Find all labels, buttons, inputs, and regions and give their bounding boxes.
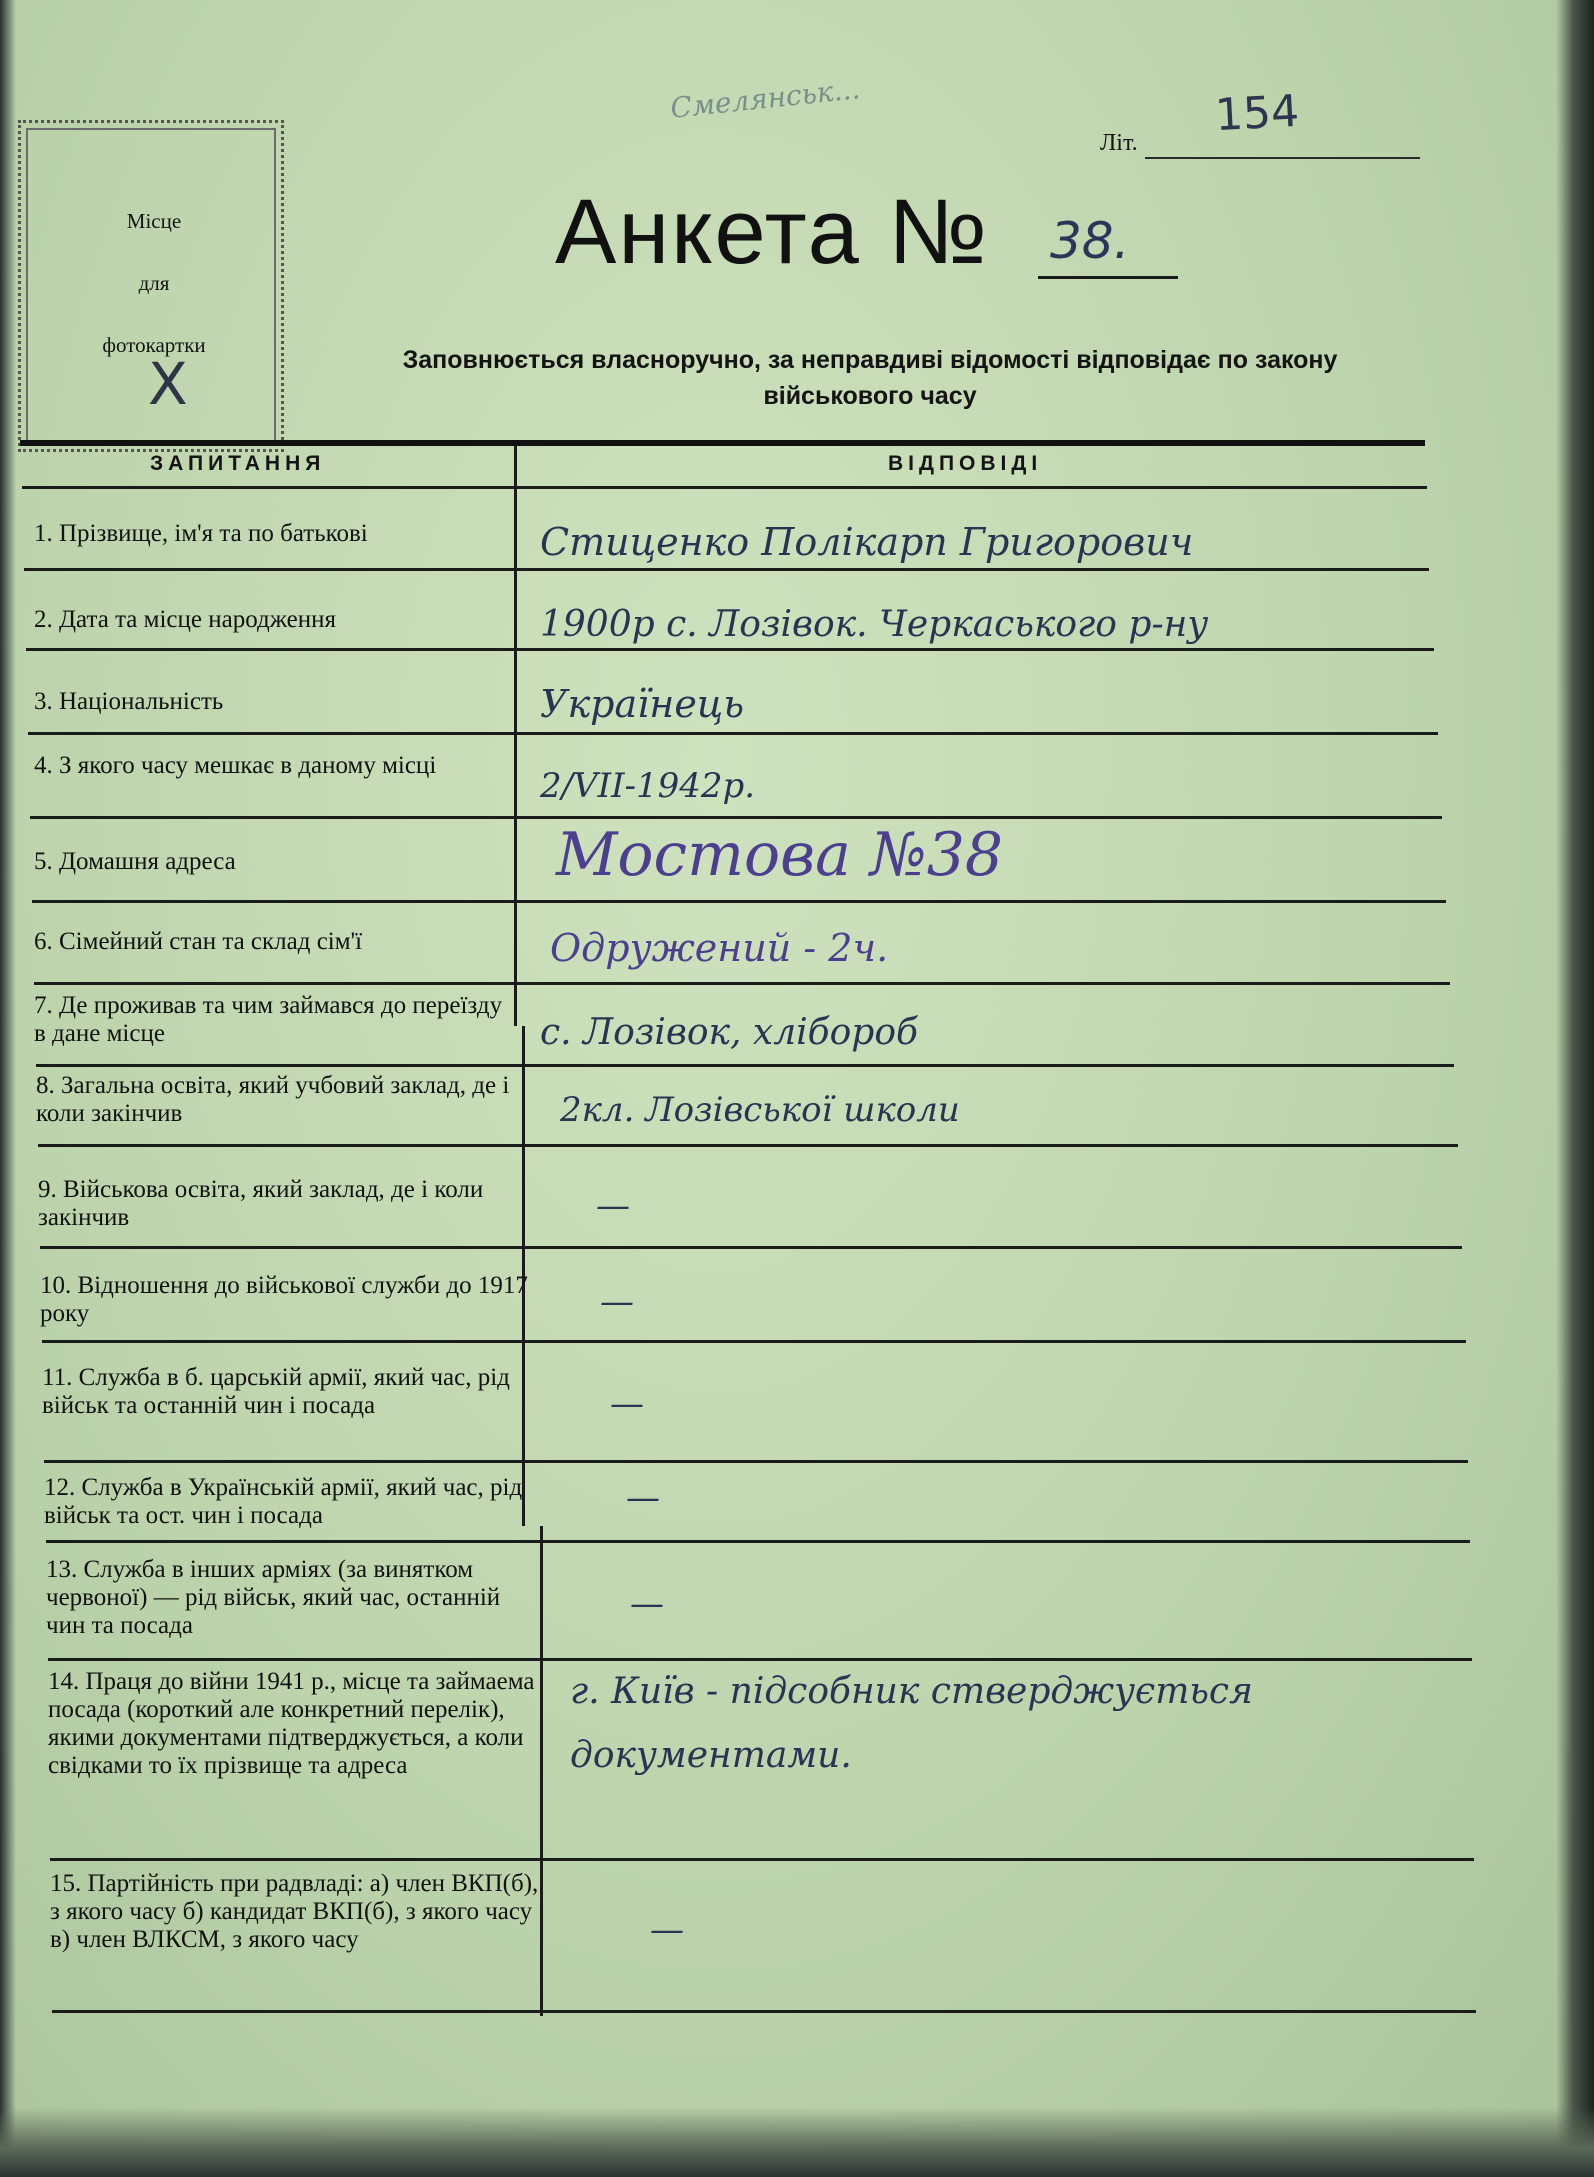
question-4: 4. З якого часу мешкає в даному місці xyxy=(34,752,437,779)
header-bottom-rule xyxy=(22,486,1427,489)
lit-underline xyxy=(1145,157,1420,159)
photo-cross-mark: X xyxy=(148,350,188,418)
question-2: 2. Дата та місце народження xyxy=(34,606,337,633)
form-number: 38. xyxy=(1050,212,1130,270)
answers-column-header: ВІДПОВІДІ xyxy=(888,452,1043,475)
row-separator xyxy=(44,1460,1468,1463)
form-number-underline xyxy=(1038,276,1178,279)
lit-value: 154 xyxy=(1213,85,1301,142)
answer-12: — xyxy=(626,1478,660,1518)
answer-14: г. Київ - підсобник стверджується документами. xyxy=(570,1671,1253,1776)
column-divider-top xyxy=(514,446,517,1026)
question-3: 3. Національність xyxy=(34,688,224,715)
answer-2: 1900р с. Лозівок. Черкаського р-ну xyxy=(540,604,1209,645)
header-rule xyxy=(20,440,1425,446)
question-10: 10. Відношення до військової служби до 1917 року xyxy=(40,1272,528,1327)
question-5: 5. Домашня адреса xyxy=(34,848,236,875)
subtitle-line1: Заповнюється власноручно, за неправдиві відомості відповідає по закону xyxy=(402,346,1338,374)
answer-10: — xyxy=(600,1282,634,1322)
question-1: 1. Прізвище, ім'я та по батькові xyxy=(34,520,368,547)
answer-9: — xyxy=(596,1186,630,1226)
photo-label-line2: для xyxy=(138,271,170,295)
row-separator xyxy=(32,900,1446,903)
lit-label: Літ. xyxy=(1100,130,1138,156)
subtitle-line2: військового часу xyxy=(763,382,977,410)
answer-11: — xyxy=(610,1384,644,1424)
question-13: 13. Служба в інших арміях (за винятком червоної) — рід військ, який час, останній чин та посада xyxy=(46,1556,501,1639)
page-shadow-left xyxy=(0,0,16,2177)
page-shadow-bottom xyxy=(0,2107,1594,2177)
table-bottom-rule xyxy=(52,2010,1476,2013)
row-separator xyxy=(26,648,1434,651)
question-6: 6. Сімейний стан та склад сім'ї xyxy=(34,928,363,955)
form-subtitle xyxy=(320,342,1420,414)
row-separator xyxy=(46,1540,1470,1543)
answer-3: Українець xyxy=(540,682,745,726)
row-separator xyxy=(28,732,1438,735)
row-separator xyxy=(34,982,1450,985)
question-14: 14. Праця до війни 1941 р., місце та займаема посада (короткий але конкретний перелік), якими документами підтверджується, а коли свідками то їх прізвище та адреса xyxy=(48,1668,535,1779)
form-title: Анкета № xyxy=(555,181,990,283)
row-separator xyxy=(24,568,1429,571)
row-separator xyxy=(30,816,1442,819)
question-12: 12. Служба в Українській армії, який час, рід військ та ост. чин і посада xyxy=(44,1474,523,1529)
answer-15: — xyxy=(650,1910,684,1950)
row-separator xyxy=(42,1340,1466,1343)
photo-label-line3: фотокартки xyxy=(102,333,206,357)
photo-label-line1: Місце xyxy=(126,209,182,233)
questions-column-header: ЗАПИТАННЯ xyxy=(150,452,326,475)
question-8: 8. Загальна освіта, який учбовий заклад, де і коли закінчив xyxy=(36,1072,510,1127)
question-7: 7. Де проживав та чим займався до переїзду в дане місце xyxy=(34,992,503,1047)
question-11: 11. Служба в б. царській армії, який час, рід військ та останній чин і посада xyxy=(42,1364,510,1419)
row-separator xyxy=(50,1858,1474,1861)
archive-handwritten-note: Смелянськ... xyxy=(668,72,862,125)
row-separator xyxy=(36,1064,1454,1067)
row-separator xyxy=(40,1246,1462,1249)
question-15: 15. Партійність при радвладі: а) член ВКП(б), з якого часу б) кандидат ВКП(б), з якого часу в) член ВЛКСМ, з якого часу xyxy=(50,1870,539,1953)
answer-6: Одружений - 2ч. xyxy=(550,926,889,970)
row-separator xyxy=(38,1144,1458,1147)
answer-4: 2/VII-1942р. xyxy=(540,766,756,806)
page-shadow-right xyxy=(1556,0,1594,2177)
question-9: 9. Військова освіта, який заклад, де і коли закінчив xyxy=(38,1176,484,1231)
answer-13: — xyxy=(630,1584,664,1624)
answer-5: Мостова №38 xyxy=(556,820,1004,890)
answer-8: 2кл. Лозівської школи xyxy=(560,1090,960,1130)
answer-7: с. Лозівок, хлібороб xyxy=(540,1012,918,1053)
answer-1: Стиценко Полікарп Григорович xyxy=(540,520,1194,564)
